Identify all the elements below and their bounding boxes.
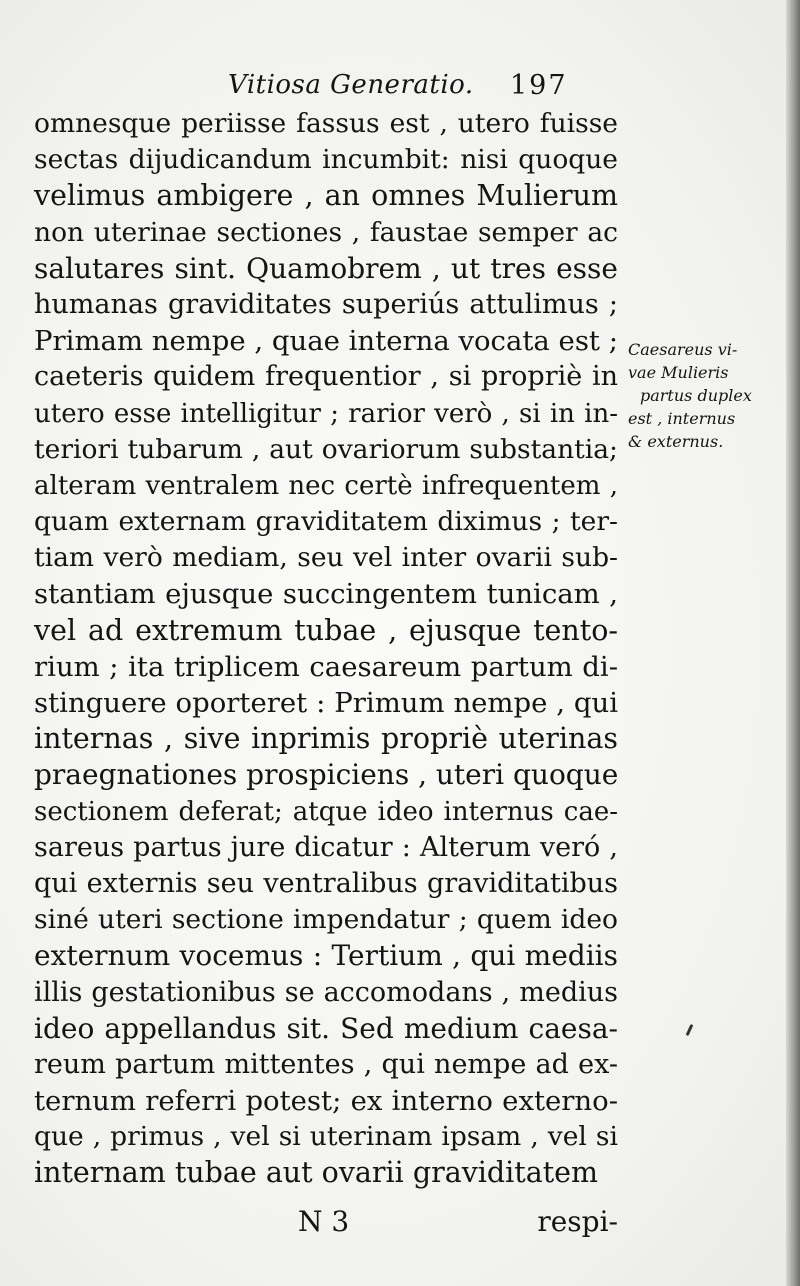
text-line: internas , sive inprimis propriè uterinas: [34, 722, 618, 756]
text-line: ternum referri potest; ex interno externo-: [34, 1085, 618, 1118]
text-line: tiam verò mediam, seu vel inter ovarii sub-: [34, 542, 618, 574]
text-line: praegnationes prospiciens , uteri quoque: [34, 758, 619, 792]
page-header: [228, 70, 588, 110]
text-line: humanas graviditates superiús attulimus ;: [34, 288, 618, 320]
text-line: vel ad extremum tubae , ejusque tento-: [34, 613, 618, 647]
marginal-note-line: Caesareus vi-: [628, 340, 738, 359]
text-line: internam tubae aut ovarii graviditatem: [34, 1156, 599, 1190]
text-line: salutares sint. Quamobrem , ut tres esse: [34, 251, 618, 285]
text-line: teriori tubarum , aut ovariorum substantia;: [34, 433, 618, 465]
page-edge-shadow: [786, 0, 800, 1286]
text-line: sectas dijudicandum incumbit: nisi quoque: [34, 144, 618, 176]
text-line: reum partum mittentes , qui nempe ad ex-: [34, 1048, 618, 1080]
text-line: quam externam graviditatem diximus ; ter-: [34, 506, 618, 538]
marginal-note-line: vae Mulieris: [628, 363, 729, 382]
text-line: ideo appellandus sit. Sed medium caesa-: [34, 1011, 618, 1045]
text-line: qui externis seu ventralibus graviditatibus: [34, 867, 618, 899]
text-line: rium ; ita triplicem caesareum partum di-: [34, 650, 618, 683]
marginal-note: [628, 338, 768, 453]
text-line: externum vocemus : Tertium , qui mediis: [34, 939, 618, 973]
text-line: sareus partus jure dicatur : Alterum veró ,: [34, 831, 618, 863]
text-line: omnesque periisse fassus est , utero fuisse: [34, 108, 618, 139]
text-line: utero esse intelligitur ; rarior verò , si in in-: [34, 398, 618, 429]
marginal-note-line: & externus.: [628, 432, 724, 451]
marginal-note-line: partus duplex: [640, 386, 752, 405]
text-line: stantiam ejusque succingentem tunicam ,: [34, 578, 618, 611]
text-line: caeteris quidem frequentior , si propriè in: [34, 361, 618, 393]
text-line: siné uteri sectione impendatur ; quem ideo: [34, 904, 618, 936]
text-line: velimus ambigere , an omnes Mulierum: [34, 179, 618, 213]
signature-mark: N 3: [298, 1205, 350, 1238]
text-line: illis gestationibus se accomodans , medius: [34, 976, 618, 1008]
ink-speck: [686, 1024, 694, 1036]
marginal-note-line: est , internus: [628, 409, 736, 428]
catchword: respi-: [537, 1205, 618, 1238]
text-line: stinguere oporteret : Primum nempe , qui: [34, 687, 618, 719]
text-line: Primam nempe , quae interna vocata est ;: [34, 325, 618, 358]
text-line: alteram ventralem nec certè infrequentem ,: [34, 470, 618, 501]
text-line: que , primus , vel si uterinam ipsam , vel si: [34, 1121, 618, 1153]
text-line: sectionem deferat; atque ideo internus cae-: [34, 796, 618, 827]
page-number: 197: [510, 70, 568, 101]
text-line: non uterinae sectiones , faustae semper ac: [34, 216, 618, 248]
running-title: Vitiosa Generatio.: [228, 70, 474, 100]
body-text: [34, 106, 618, 1192]
page-footer: [34, 1205, 618, 1245]
